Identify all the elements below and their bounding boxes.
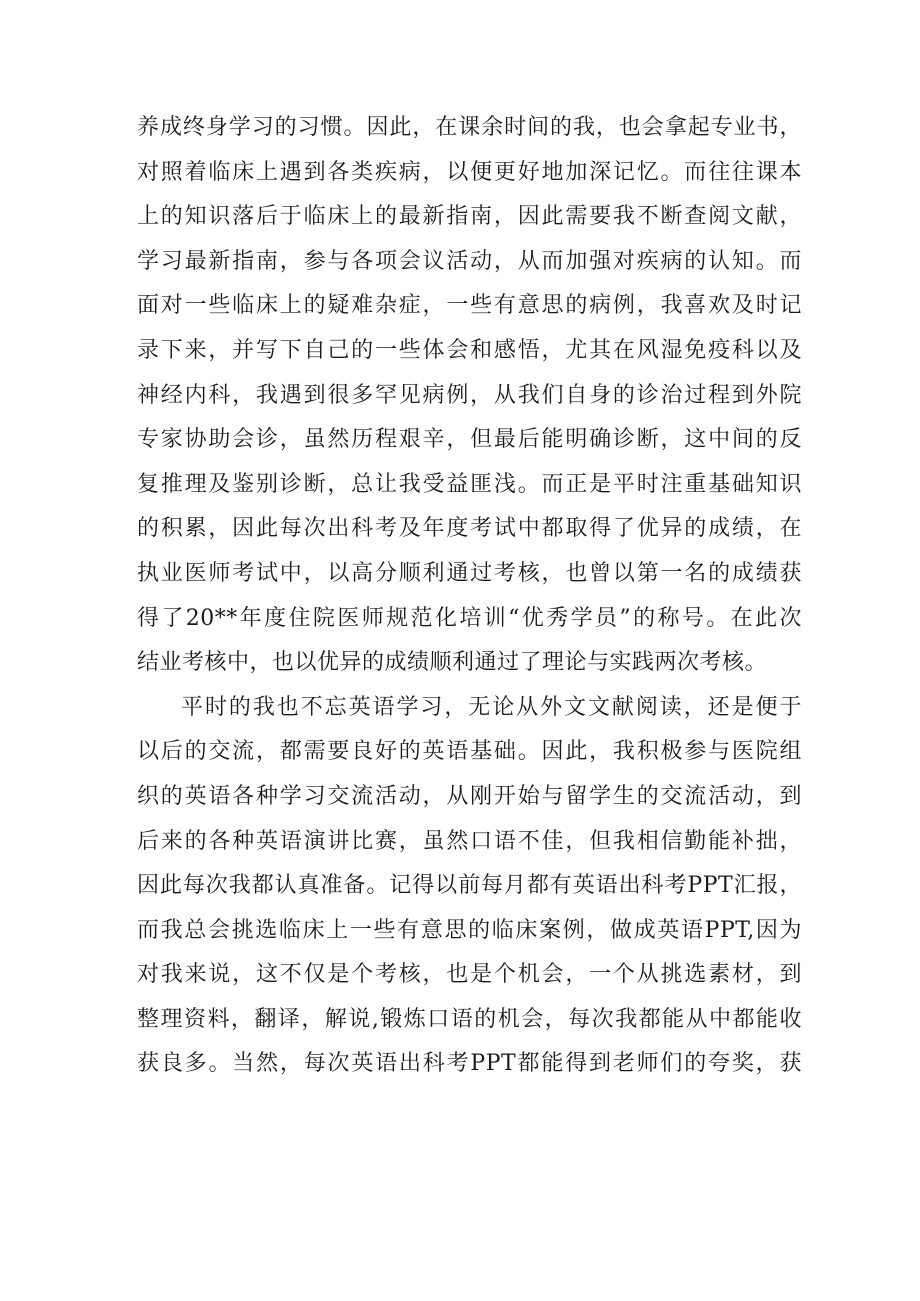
- paragraph-line: 神经内科，我遇到很多罕见病例，从我们自身的诊治过程到外院: [137, 382, 802, 408]
- paragraph-line: 平时的我也不忘英语学习，无论从外文文献阅读，还是便于: [181, 694, 802, 720]
- paragraph-2: [137, 686, 802, 1087]
- paragraph-line: 学习最新指南，参与各项会议活动，从而加强对疾病的认知。而: [137, 248, 802, 274]
- paragraph-line: 以后的交流，都需要良好的英语基础。因此，我积极参与医院组: [137, 739, 802, 765]
- paragraph-line: 复推理及鉴别诊断，总让我受益匪浅。而正是平时注重基础知识: [137, 471, 802, 497]
- paragraph-line: 获良多。当然，每次英语出科考PPT都能得到老师们的夸奖，获: [137, 1051, 802, 1077]
- paragraph-line: 上的知识落后于临床上的最新指南，因此需要我不断查阅文献，: [137, 204, 802, 230]
- paragraph-line: 得了20**年度住院医师规范化培训“优秀学员”的称号。在此次: [137, 605, 802, 631]
- paragraph-line: 织的英语各种学习交流活动，从刚开始与留学生的交流活动，到: [137, 783, 802, 809]
- paragraph-line: 录下来，并写下自己的一些体会和感悟，尤其在风湿免疫科以及: [137, 337, 802, 363]
- paragraph-line: 的积累，因此每次出科考及年度考试中都取得了优异的成绩，在: [137, 516, 802, 542]
- paragraph-line: 对我来说，这不仅是个考核，也是个机会，一个从挑选素材，到: [137, 962, 802, 988]
- paragraph-line: 对照着临床上遇到各类疾病，以便更好地加深记忆。而往往课本: [137, 159, 802, 185]
- paragraph-line: 专家协助会诊，虽然历程艰辛，但最后能明确诊断，这中间的反: [137, 427, 802, 453]
- paragraph-line: 后来的各种英语演讲比赛，虽然口语不佳，但我相信勤能补拙，: [137, 828, 802, 854]
- paragraph-line: 因此每次我都认真准备。记得以前每月都有英语出科考PPT汇报，: [137, 873, 802, 899]
- paragraph-1: [137, 106, 802, 686]
- paragraph-line: 整理资料，翻译，解说,锻炼口语的机会，每次我都能从中都能收: [137, 1006, 802, 1032]
- body-text: [137, 106, 802, 1087]
- paragraph-line: 面对一些临床上的疑难杂症，一些有意思的病例，我喜欢及时记: [137, 293, 802, 319]
- paragraph-line: 结业考核中，也以优异的成绩顺利通过了理论与实践两次考核。: [137, 650, 768, 676]
- paragraph-line: 养成终身学习的习惯。因此，在课余时间的我，也会拿起专业书，: [137, 115, 802, 140]
- paragraph-line: 而我总会挑选临床上一些有意思的临床案例，做成英语PPT,因为: [137, 917, 802, 943]
- paragraph-line: 执业医师考试中，以高分顺利通过考核，也曾以第一名的成绩获: [137, 560, 802, 586]
